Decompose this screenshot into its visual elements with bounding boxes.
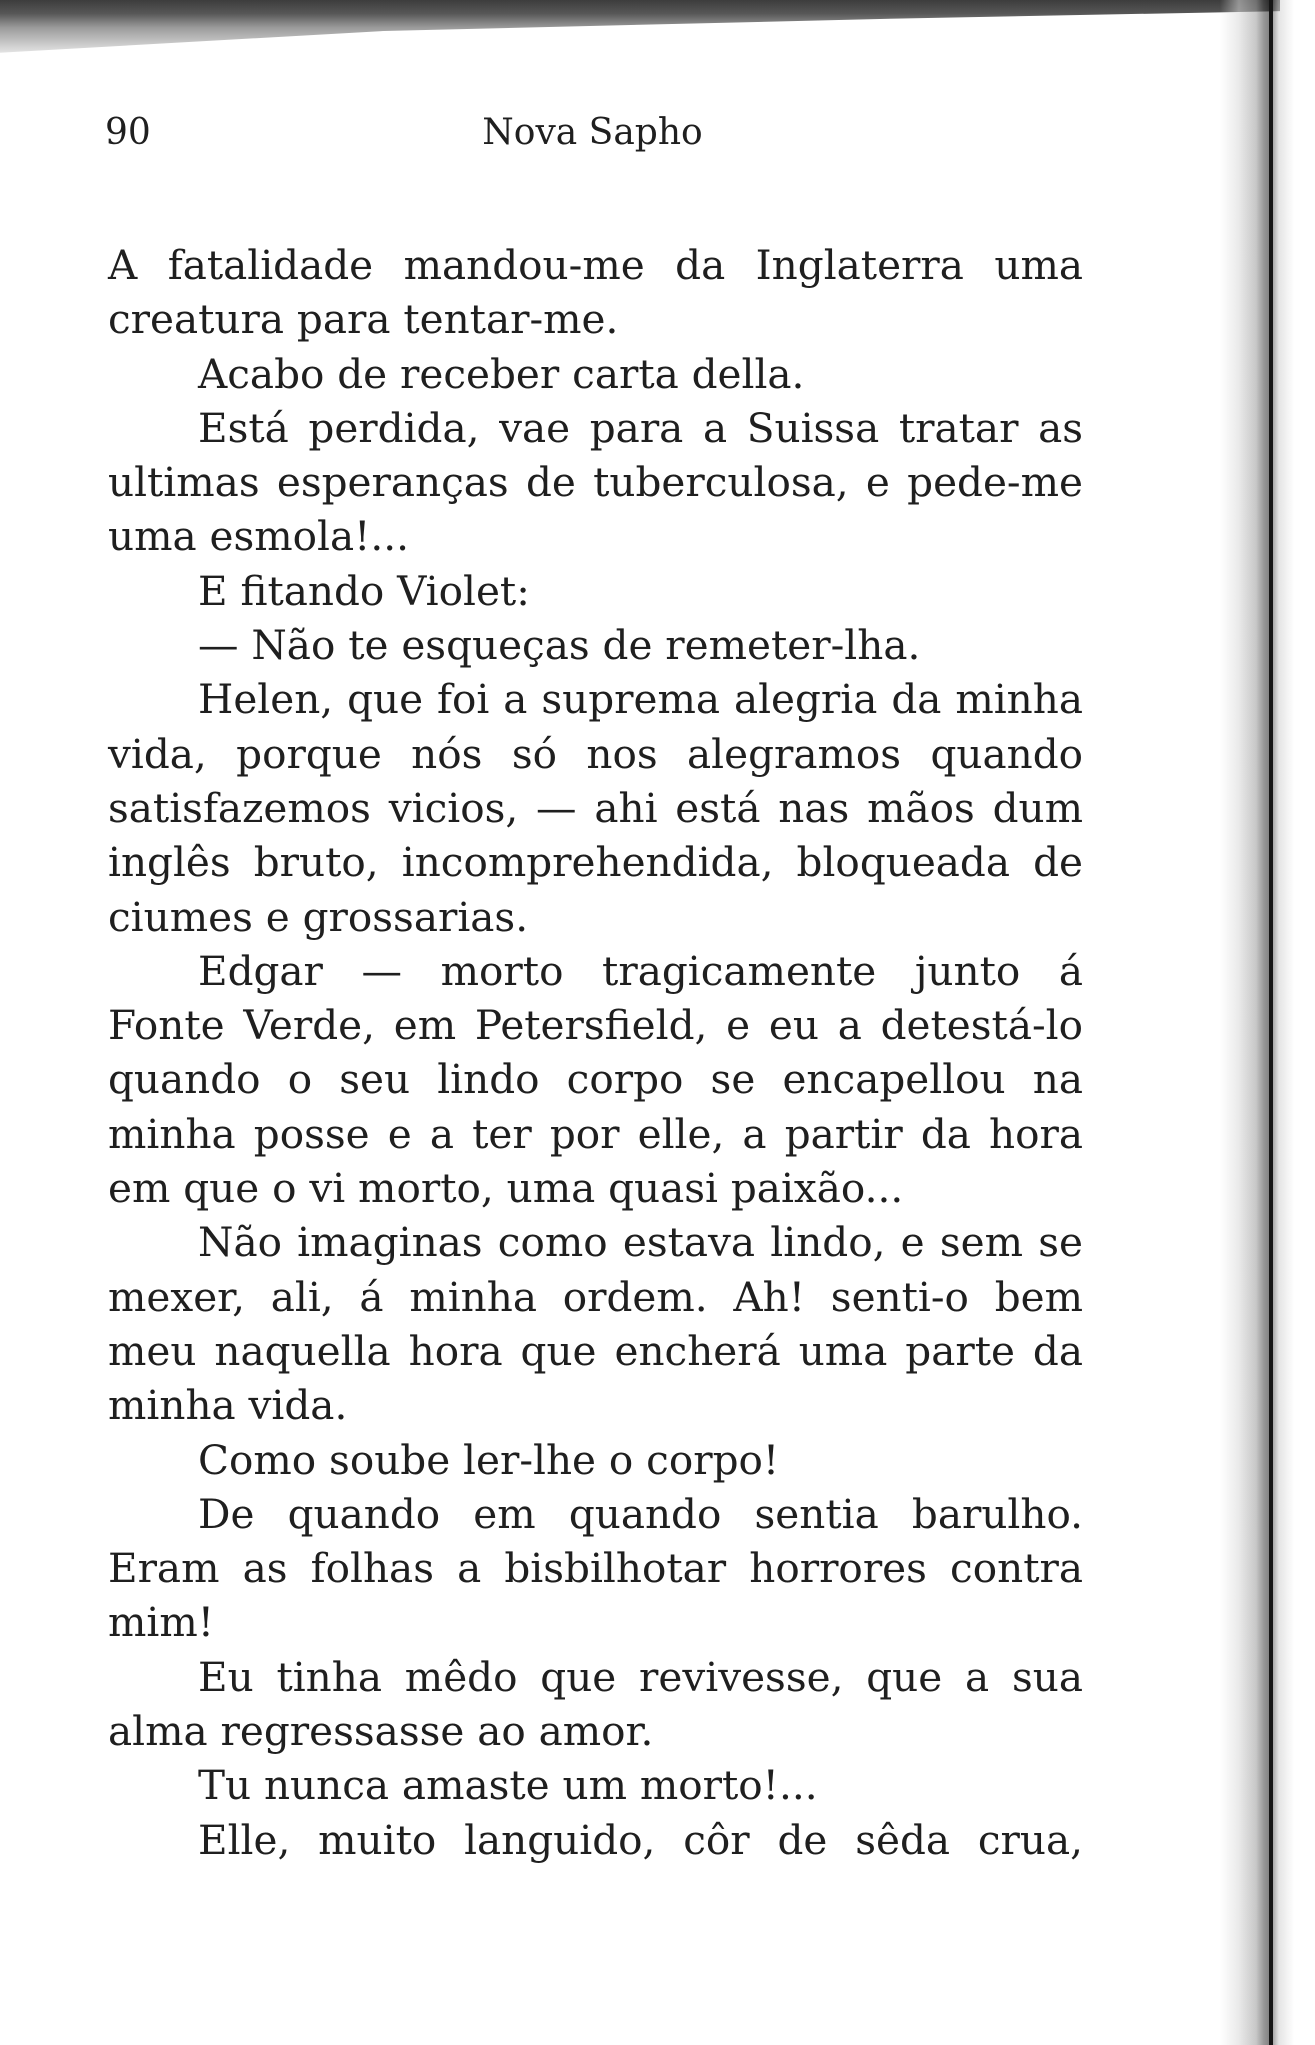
paragraph: Não imaginas como estava lindo, e sem se mexer, ali, á minha ordem. Ah! senti-o bem meu naquella hora que encherá uma parte da minha vida. xyxy=(108,1218,1083,1430)
body-text xyxy=(108,238,1083,1867)
paragraph: Helen, que foi a suprema alegria da minha vida, porque nós só nos alegramos quando satisfazemos vicios, — ahi está nas mãos dum inglês bruto, incomprehendida, bloqueada de ciumes e grossarias. xyxy=(108,675,1083,941)
paragraph: Eu tinha mêdo que revivesse, que a sua alma regressasse ao amor. xyxy=(108,1652,1083,1756)
paragraph: Elle, muito languido, côr de sêda crua, xyxy=(198,1815,1083,1864)
paragraph: De quando em quando sentia barulho. Eram as folhas a bisbilhotar horrores contra mim! xyxy=(108,1489,1083,1647)
paragraph: Está perdida, vae para a Suissa tratar as ultimas esperanças de tuberculosa, e pede-me uma esmola!... xyxy=(108,403,1083,561)
book-spine-line xyxy=(1269,0,1273,2045)
paragraph: Edgar — morto tragicamente junto á Fonte Verde, em Petersfield, e eu a detestá-lo quando o seu lindo corpo se encapellou na minha posse e a ter por elle, a partir da hora em que o vi morto, uma quasi paixão... xyxy=(108,946,1083,1213)
paragraph: Como soube ler-lhe o corpo! xyxy=(198,1435,780,1484)
page-header xyxy=(105,112,1080,168)
paragraph: A fatalidade mandou-me da Inglaterra uma creatura para tentar-me. xyxy=(108,241,1083,344)
page-number: 90 xyxy=(105,112,151,153)
paragraph: — Não te esqueças de remeter-lha. xyxy=(198,621,921,670)
running-title: Nova Sapho xyxy=(482,112,703,153)
paragraph: E fitando Violet: xyxy=(198,566,530,615)
paragraph: Tu nunca amaste um morto!... xyxy=(198,1761,818,1810)
paragraph: Acabo de receber carta della. xyxy=(198,349,805,398)
book-spine-edge xyxy=(1220,0,1315,2045)
scan-top-shadow xyxy=(0,0,1280,62)
